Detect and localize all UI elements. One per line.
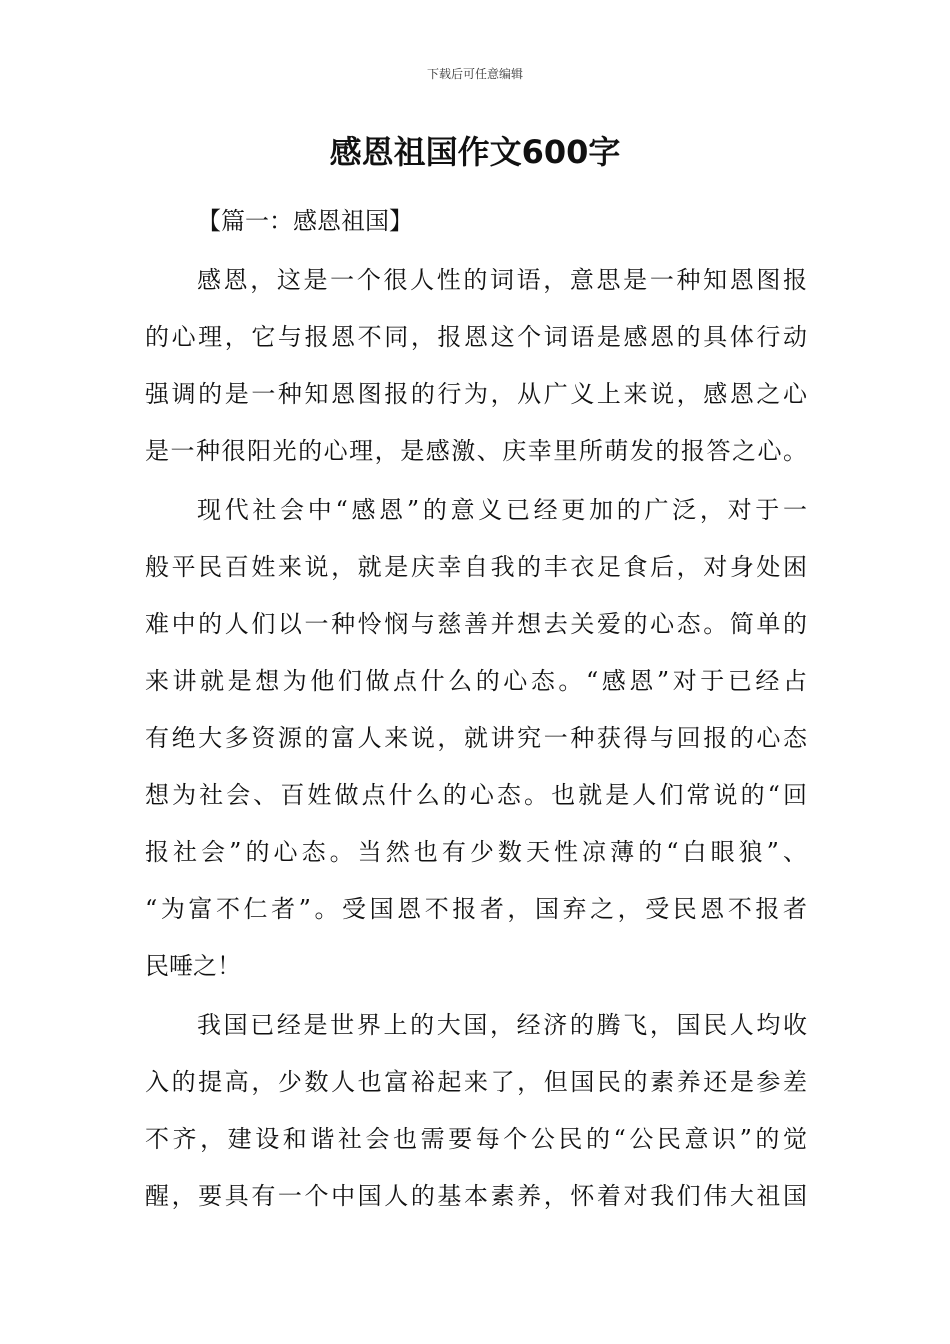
section-heading: 【篇一：感恩祖国】 bbox=[197, 207, 413, 235]
paragraph-line: 想为社会、百姓做点什么的心态。也就是人们常说的“回 bbox=[145, 781, 807, 809]
paragraph-line: 感恩，这是一个很人性的词语，意思是一种知恩图报 bbox=[197, 266, 807, 294]
paragraph-line: 的心理，它与报恩不同，报恩这个词语是感恩的具体行动 bbox=[145, 323, 807, 351]
document-title: 感恩祖国作文600字 bbox=[329, 133, 621, 171]
paragraph-line: 有绝大多资源的富人来说，就讲究一种获得与回报的心态 bbox=[145, 724, 807, 752]
paragraph-line: 般平民百姓来说，就是庆幸自我的丰衣足食后，对身处困 bbox=[145, 553, 807, 581]
paragraph-line: “为富不仁者”。受国恩不报者，国弃之，受民恩不报者 bbox=[145, 895, 807, 923]
paragraph-line: 醒，要具有一个中国人的基本素养，怀着对我们伟大祖国 bbox=[145, 1182, 807, 1210]
paragraph-line: 我国已经是世界上的大国，经济的腾飞，国民人均收 bbox=[197, 1011, 807, 1039]
paragraph-line: 不齐，建设和谐社会也需要每个公民的“公民意识”的觉 bbox=[145, 1125, 807, 1153]
paragraph-line: 现代社会中“感恩”的意义已经更加的广泛，对于一 bbox=[197, 496, 807, 524]
paragraph-line: 是一种很阳光的心理，是感激、庆幸里所萌发的报答之心。 bbox=[145, 437, 807, 465]
header-note: 下载后可任意编辑 bbox=[426, 67, 523, 81]
paragraph-line: 强调的是一种知恩图报的行为，从广义上来说，感恩之心 bbox=[145, 380, 807, 408]
paragraph-line: 来讲就是想为他们做点什么的心态。“感恩”对于已经占 bbox=[145, 667, 807, 695]
paragraph-line: 入的提高，少数人也富裕起来了，但国民的素养还是参差 bbox=[145, 1068, 807, 1096]
paragraph-line: 难中的人们以一种怜悯与慈善并想去关爱的心态。简单的 bbox=[145, 610, 807, 638]
paragraph-line: 民唾之！ bbox=[145, 952, 241, 980]
paragraph-line: 报社会”的心态。当然也有少数天性凉薄的“白眼狼”、 bbox=[145, 838, 807, 866]
